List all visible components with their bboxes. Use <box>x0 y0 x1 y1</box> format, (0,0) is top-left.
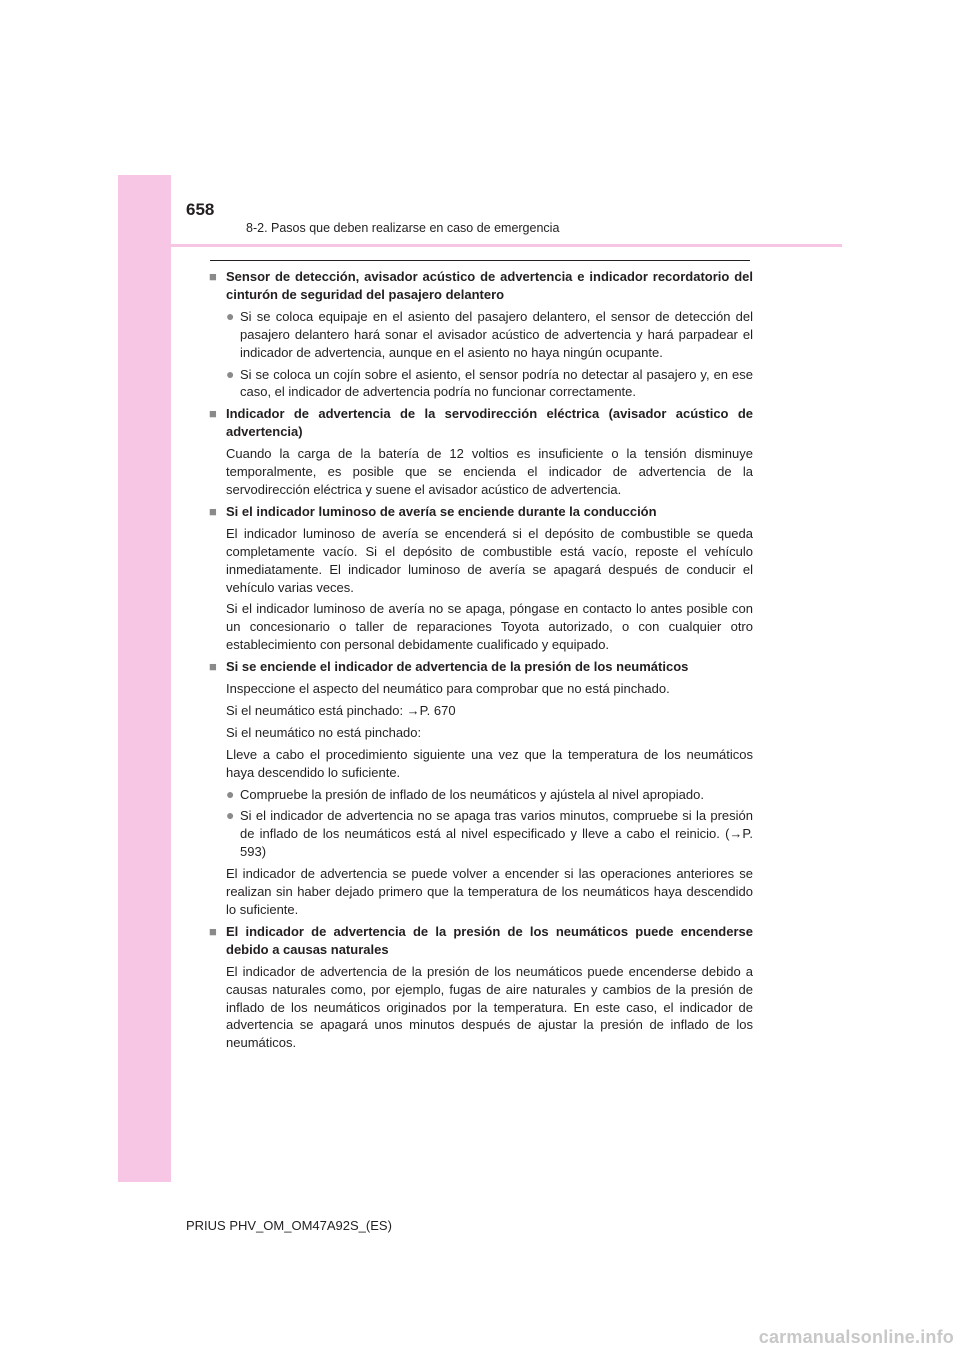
content-divider <box>210 260 750 261</box>
paragraph: El indicador de advertencia de la presión de los neumáticos puede encenderse debido a causas naturales como, por ejemplo, fugas de aire naturales y cambios de la presión de inflado de los neumáticos originados por la temperatura. En este caso, el indicador de advertencia se apagará unos minutos después de ajustar la presión de inflado de los neumáticos. <box>226 963 753 1051</box>
list-item: ● Compruebe la presión de inflado de los neumáticos y ajústela al nivel apropiado. <box>226 785 704 802</box>
square-bullet-icon: ■ <box>209 503 217 519</box>
square-bullet-icon: ■ <box>209 659 217 675</box>
section-heading: ■ El indicador de advertencia de la presión de los neumáticos puede encenderse debido a causas naturales <box>209 923 753 957</box>
section-heading: ■ Si se enciende el indicador de advertencia de la presión de los neumáticos <box>209 659 689 675</box>
section-power-steering-warning <box>209 405 753 499</box>
list-item: ● Si el indicador de advertencia no se apaga tras varios minutos, compruebe si la presión de inflado de los neumáticos está al nivel especificado y lleve a cabo el reinicio. (→P. 593) <box>226 807 753 860</box>
paragraph: Inspeccione el aspecto del neumático para comprobar que no está pinchado. <box>226 681 670 697</box>
section-heading: ■ Indicador de advertencia de la servodirección eléctrica (avisador acústico de advertencia) <box>209 406 753 440</box>
square-bullet-icon: ■ <box>209 406 217 422</box>
paragraph: Si el indicador luminoso de avería no se apaga, póngase en contacto lo antes posible con un concesionario o taller de reparaciones Toyota autorizado, o con cualquier otro establecimiento con personal debidamente cualificado y equipado. <box>226 601 753 653</box>
square-bullet-icon: ■ <box>209 269 217 284</box>
header-divider <box>118 244 842 247</box>
circle-bullet-icon: ● <box>226 365 235 382</box>
section-heading: ■ Sensor de detección, avisador acústico de advertencia e indicador recordatorio del cinturón de seguridad del pasajero delantero <box>209 269 753 302</box>
paragraph: Si el neumático no está pinchado: <box>226 724 422 740</box>
watermark: carmanualsonline.info <box>758 1327 954 1347</box>
list-item: ● Si se coloca equipaje en el asiento del pasajero delantero, el sensor de detección del pasajero delantero hará sonar el avisador acústico de advertencia y hará parpadear el indicador de advertencia, aunque en el asiento no haya ningún ocupante. <box>226 307 753 360</box>
paragraph: Lleve a cabo el procedimiento siguiente una vez que la temperatura de los neumáticos haya descendido lo suficiente. <box>226 746 753 780</box>
section-natural-causes <box>209 923 753 1052</box>
page-reference: Si el neumático está pinchado: →P. 670 <box>226 702 456 718</box>
section-title: 8-2. Pasos que deben realizarse en caso de emergencia <box>246 221 560 235</box>
section-tire-pressure-warning <box>209 658 753 919</box>
paragraph: El indicador luminoso de avería se encenderá si el depósito de combustible se queda completamente vacío. Si el depósito de combustible está vacío, reposte el vehículo inmediatamente. El indicador luminoso de avería se apagará después de conducir el vehículo varias veces. <box>226 525 753 595</box>
main-content <box>209 268 753 1056</box>
circle-bullet-icon: ● <box>226 785 235 802</box>
circle-bullet-icon: ● <box>226 307 235 324</box>
square-bullet-icon: ■ <box>209 923 217 939</box>
section-malfunction-indicator <box>209 503 753 654</box>
section-heading: ■ Si el indicador luminoso de avería se enciende durante la conducción <box>209 503 657 519</box>
side-tab-band <box>118 175 171 1182</box>
manual-code-footer: PRIUS PHV_OM_OM47A92S_(ES) <box>186 1218 392 1233</box>
paragraph: El indicador de advertencia se puede volver a encender si las operaciones anteriores se realizan sin haber dejado primero que la temperatura de los neumáticos haya descendido lo suficiente. <box>226 866 753 917</box>
page-number: 658 <box>186 200 215 219</box>
paragraph: Cuando la carga de la batería de 12 voltios es insuficiente o la tensión disminuye temporalmente, es posible que se encienda el indicador de advertencia de la servodirección eléctrica y suene el avisador acústico de advertencia. <box>226 446 753 497</box>
section-seatbelt-sensor <box>209 268 753 401</box>
circle-bullet-icon: ● <box>226 807 235 824</box>
list-item: ● Si se coloca un cojín sobre el asiento, el sensor podría no detectar al pasajero y, en ese caso, el indicador de advertencia podría no funcionar correctamente. <box>226 365 753 400</box>
